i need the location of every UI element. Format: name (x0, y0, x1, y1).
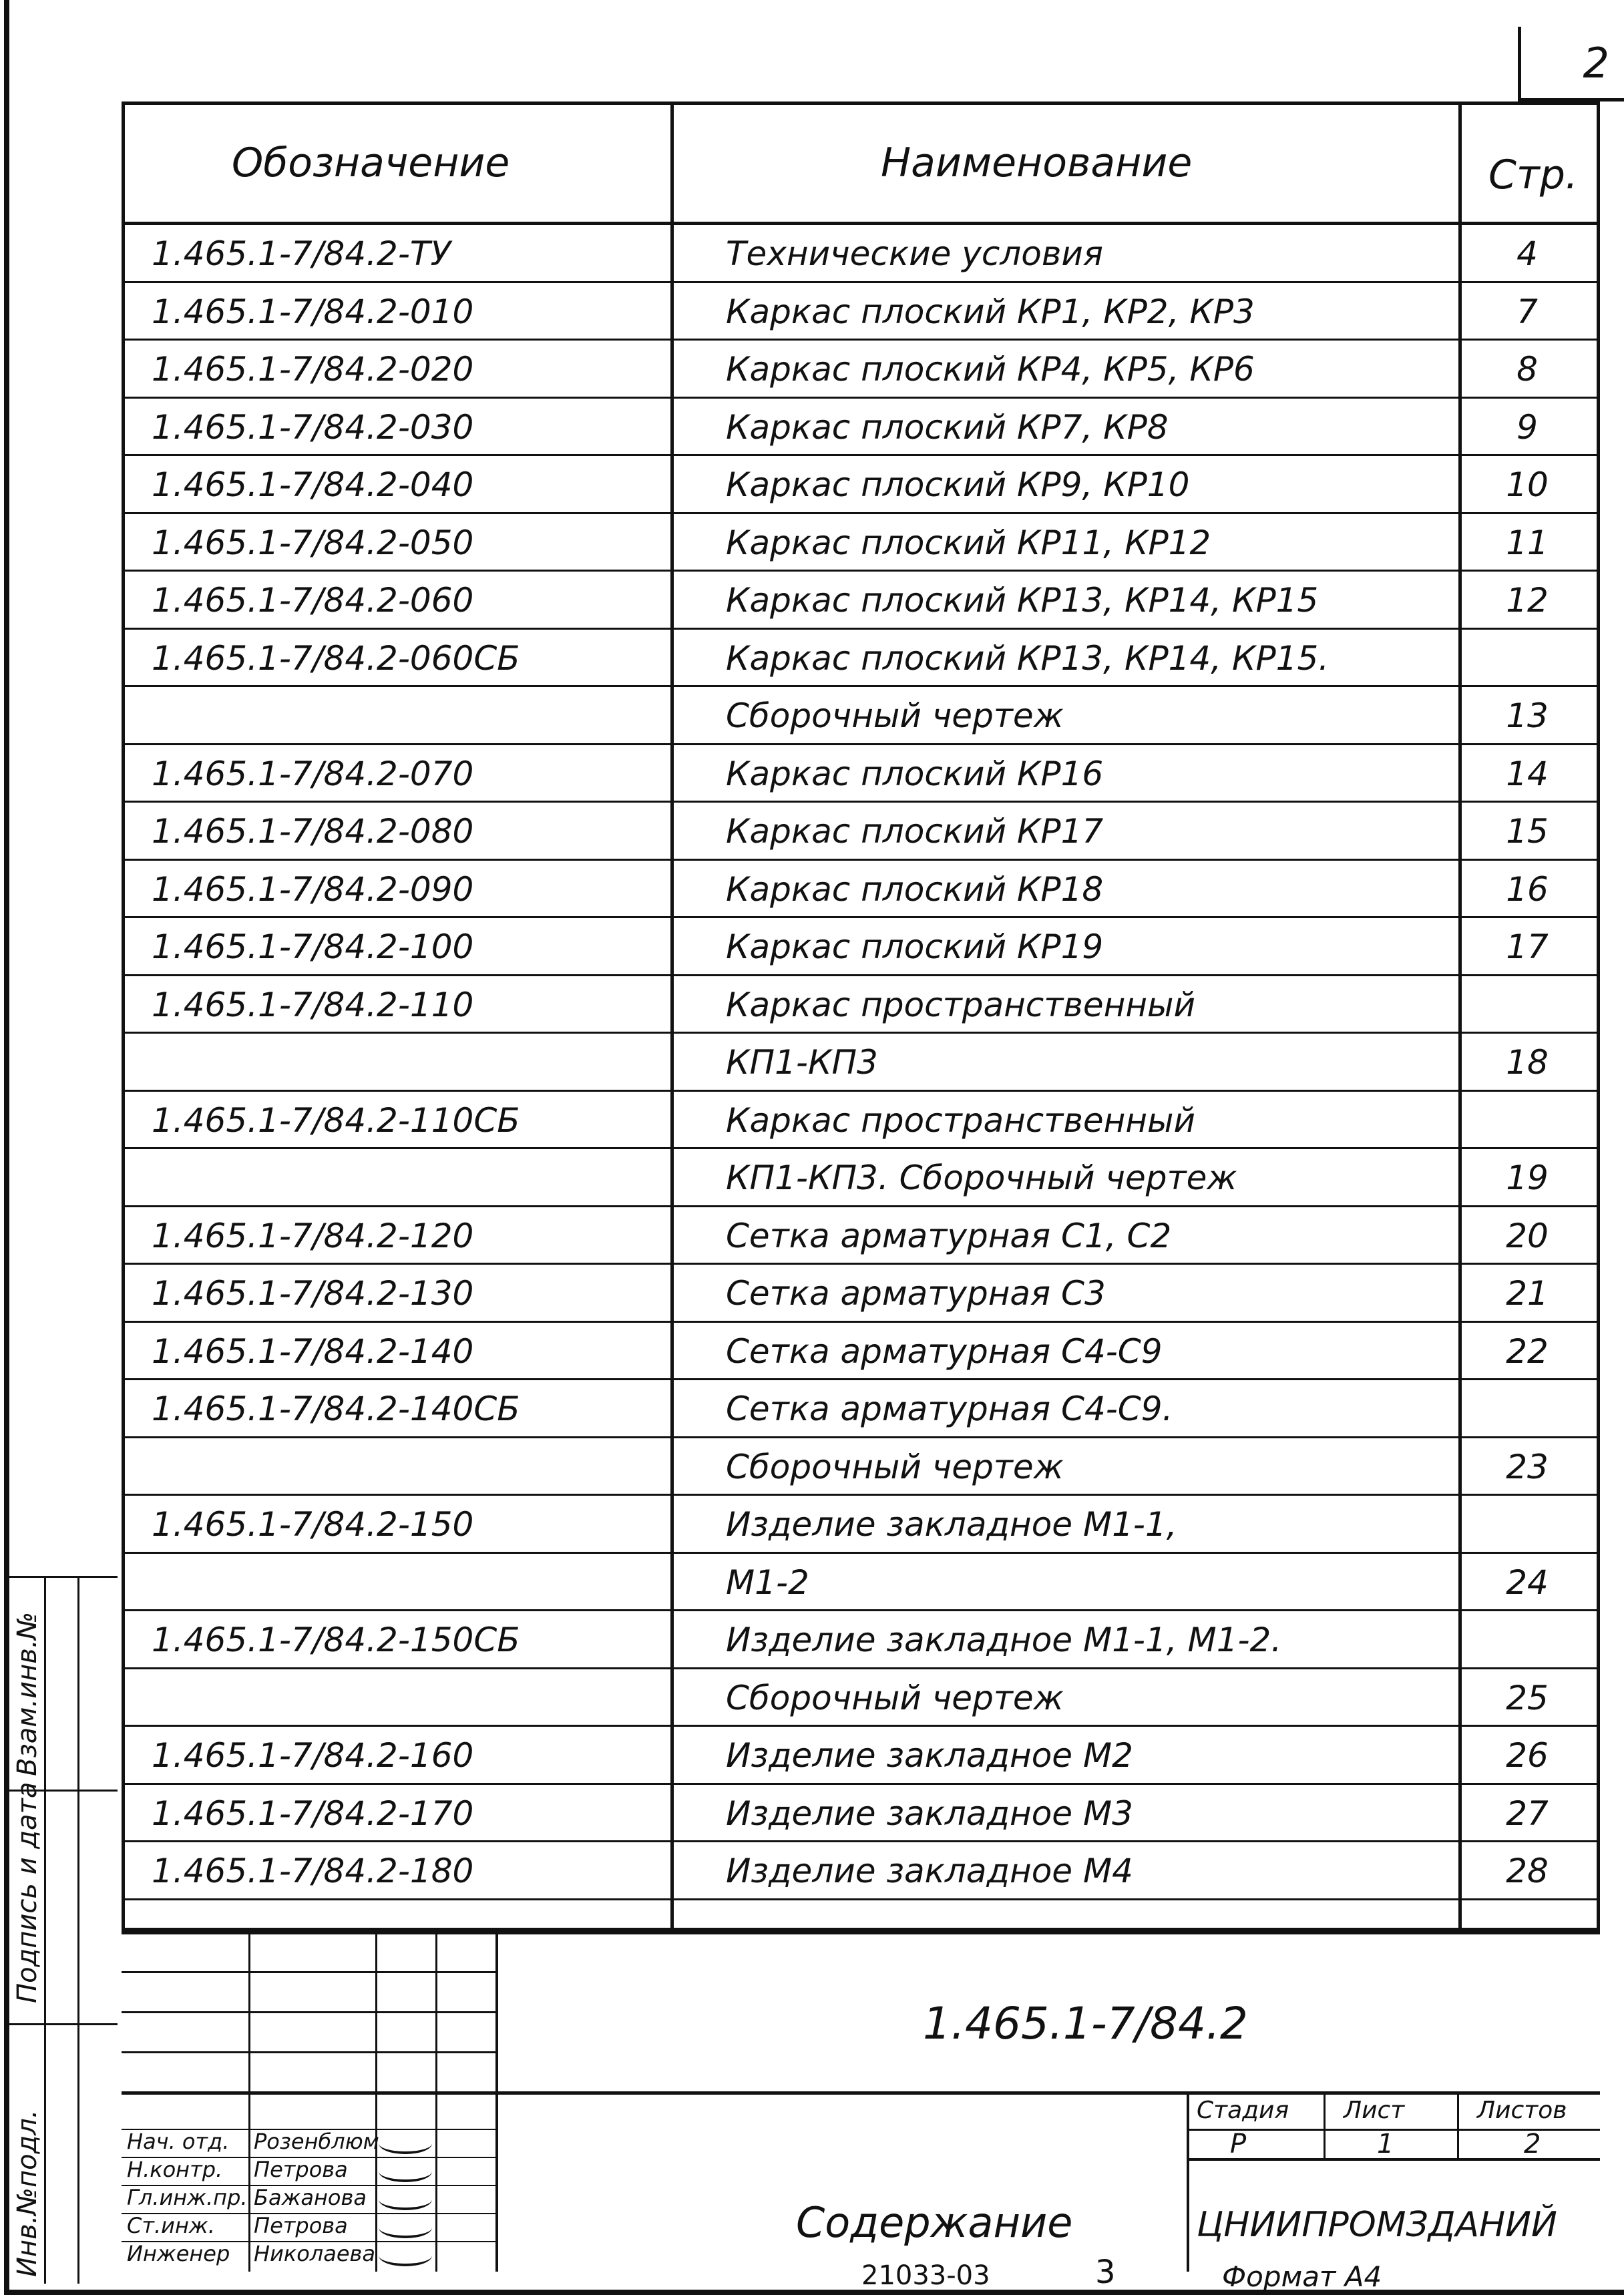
row-code (152, 1149, 666, 1207)
row-page: 12 (1506, 581, 1549, 620)
signature-role: Инженер (127, 2241, 230, 2266)
signature-name: Бажанова (254, 2185, 367, 2210)
row-name: Каркас плоский КР17 (726, 812, 1104, 851)
row-code (152, 1034, 666, 1092)
signature-name: Розенблюм (254, 2129, 379, 2154)
stage-value: Р (1230, 2129, 1247, 2159)
row-page: 7 (1516, 292, 1538, 331)
footer-format: Формат А4 (1222, 2260, 1382, 2293)
row-page: 18 (1506, 1043, 1549, 1082)
footer-number: 3 (1095, 2254, 1116, 2291)
table-row (125, 225, 1597, 283)
row-page (1474, 976, 1581, 1034)
row-name: Каркас пространственный (726, 985, 1196, 1024)
row-page: 4 (1516, 234, 1538, 273)
table-row (125, 572, 1597, 630)
table-row (125, 687, 1597, 745)
row-name: КП1-КП3. Сборочный чертеж (726, 1159, 1237, 1197)
row-page: 11 (1506, 523, 1549, 562)
row-page (1474, 630, 1581, 688)
row-name: Каркас плоский КР7, КР8 (726, 407, 1169, 447)
signature-name: Николаева (254, 2241, 375, 2266)
inventory-number-label: Инв.№подл. (12, 2109, 43, 2277)
row-name: Сборочный чертеж (726, 1678, 1064, 1717)
table-row (125, 803, 1597, 861)
row-name: Технические условия (726, 234, 1103, 273)
signature-mark (379, 2245, 432, 2266)
row-code: 1.465.1-7/84.2-130 (152, 1274, 474, 1313)
row-code: 1.465.1-7/84.2-100 (152, 927, 474, 966)
row-page: 20 (1506, 1216, 1549, 1255)
row-page: 27 (1506, 1794, 1549, 1833)
row-code: 1.465.1-7/84.2-110 (152, 985, 474, 1024)
row-code: 1.465.1-7/84.2-120 (152, 1216, 474, 1255)
row-code: 1.465.1-7/84.2-090 (152, 869, 474, 909)
row-page: 17 (1506, 927, 1549, 966)
row-name: Изделие закладное М1-1, (726, 1505, 1177, 1544)
row-code: 1.465.1-7/84.2-070 (152, 754, 474, 793)
table-row (125, 1611, 1597, 1669)
row-name: Каркас плоский КР13, КР14, КР15 (726, 581, 1319, 620)
row-name: Сетка арматурная С4-С9 (726, 1331, 1163, 1371)
row-code: 1.465.1-7/84.2-150СБ (152, 1621, 520, 1659)
header-code (125, 105, 674, 225)
row-code: 1.465.1-7/84.2-ТУ (152, 234, 451, 273)
row-code: 1.465.1-7/84.2-010 (152, 292, 474, 331)
row-page: 9 (1516, 407, 1538, 447)
table-row (125, 456, 1597, 514)
row-code: 1.465.1-7/84.2-160 (152, 1736, 474, 1775)
signature-name: Петрова (254, 2213, 348, 2238)
row-name: Изделие закладное М4 (726, 1852, 1133, 1890)
table-row (125, 1380, 1597, 1438)
row-code (152, 1438, 666, 1496)
document-title: Содержание (796, 2198, 1073, 2247)
row-name: Сетка арматурная С4-С9. (726, 1390, 1173, 1428)
row-name: Каркас плоский КР4, КР5, КР6 (726, 350, 1255, 389)
table-row (125, 1554, 1597, 1612)
table-row (125, 1149, 1597, 1207)
row-code: 1.465.1-7/84.2-020 (152, 350, 474, 389)
header-name-label: Наименование (881, 140, 1193, 186)
row-code: 1.465.1-7/84.2-030 (152, 407, 474, 447)
table-row (125, 1265, 1597, 1323)
row-name: Изделие закладное М3 (726, 1794, 1133, 1833)
signature-role: Ст.инж. (127, 2213, 215, 2238)
table-row (125, 514, 1597, 572)
row-name: Изделие закладное М2 (726, 1736, 1133, 1775)
sheets-value: 2 (1524, 2129, 1541, 2159)
row-page: 22 (1506, 1331, 1549, 1371)
row-page: 21 (1506, 1274, 1549, 1313)
table-row (125, 1438, 1597, 1496)
contents-table (122, 101, 1600, 1931)
sheet-number: 2 (1583, 39, 1609, 87)
row-page: 28 (1506, 1852, 1549, 1890)
row-page: 14 (1506, 754, 1549, 793)
row-name: Каркас плоский КР18 (726, 869, 1104, 909)
row-page: 15 (1506, 812, 1549, 851)
row-page (1474, 1496, 1581, 1554)
row-page (1474, 1380, 1581, 1438)
sign-date-label: Подпись и дата (12, 1782, 43, 2003)
signature-role: Гл.инж.пр. (127, 2185, 248, 2210)
row-code: 1.465.1-7/84.2-110СБ (152, 1100, 520, 1140)
signature-role: Нач. отд. (127, 2129, 230, 2154)
table-row (125, 630, 1597, 688)
table-row (125, 341, 1597, 399)
row-page: 26 (1506, 1736, 1549, 1775)
row-name: Каркас плоский КР1, КР2, КР3 (726, 292, 1255, 331)
stage-label: Стадия (1197, 2097, 1289, 2124)
row-name: Каркас плоский КР13, КР14, КР15. (726, 638, 1330, 678)
row-code: 1.465.1-7/84.2-080 (152, 812, 474, 851)
sheet-value: 1 (1377, 2129, 1394, 2159)
row-name: Изделие закладное М1-1, М1-2. (726, 1621, 1282, 1659)
organization-name: ЦНИИПРОМЗДАНИЙ (1197, 2205, 1557, 2245)
signature-mark (379, 2161, 432, 2182)
row-name: М1-2 (726, 1562, 809, 1602)
replacement-inventory-label: Взам.инв.№ (12, 1611, 43, 1776)
row-page: 10 (1506, 465, 1549, 504)
row-code (152, 1554, 666, 1612)
table-row (125, 1323, 1597, 1381)
title-block (122, 1931, 1600, 2278)
header-page-label: Стр. (1488, 152, 1579, 198)
approval-side-strip (4, 1576, 118, 2284)
row-code (152, 1669, 666, 1727)
row-name: Каркас плоский КР19 (726, 927, 1104, 966)
header-name (674, 105, 1462, 225)
table-row (125, 1034, 1597, 1092)
row-page: 25 (1506, 1678, 1549, 1717)
table-row (125, 861, 1597, 919)
sheet-label: Лист (1344, 2097, 1405, 2124)
header-code-label: Обозначение (232, 140, 510, 186)
row-name: Каркас плоский КР16 (726, 754, 1104, 793)
row-code: 1.465.1-7/84.2-150 (152, 1505, 474, 1544)
table-row (125, 745, 1597, 803)
row-code: 1.465.1-7/84.2-050 (152, 523, 474, 562)
table-row (125, 1842, 1597, 1900)
row-code: 1.465.1-7/84.2-140СБ (152, 1390, 520, 1428)
row-page: 13 (1506, 696, 1549, 735)
row-page: 24 (1506, 1562, 1549, 1602)
signature-mark (379, 2217, 432, 2238)
row-name: Сетка арматурная С3 (726, 1274, 1106, 1313)
row-name: Сборочный чертеж (726, 696, 1064, 735)
table-row (125, 1785, 1597, 1843)
row-name: Сборочный чертеж (726, 1447, 1064, 1486)
row-name: Каркас плоский КР11, КР12 (726, 523, 1211, 562)
row-name: Каркас пространственный (726, 1100, 1196, 1140)
document-designation: 1.465.1-7/84.2 (923, 1998, 1248, 2049)
row-name: Сетка арматурная С1, С2 (726, 1216, 1172, 1255)
signature-mark (379, 2189, 432, 2210)
row-page (1474, 1092, 1581, 1150)
table-row (125, 1092, 1597, 1150)
table-row (125, 283, 1597, 341)
row-name: Каркас плоский КР9, КР10 (726, 465, 1190, 504)
footer-code: 21033-03 (861, 2260, 990, 2291)
table-row (125, 976, 1597, 1034)
table-row (125, 1207, 1597, 1265)
table-row (125, 1669, 1597, 1727)
row-code: 1.465.1-7/84.2-040 (152, 465, 474, 504)
row-code (152, 687, 666, 745)
signature-mark (379, 2133, 432, 2154)
header-page (1462, 105, 1600, 225)
table-row (125, 1727, 1597, 1785)
row-page: 8 (1516, 350, 1538, 389)
row-code: 1.465.1-7/84.2-180 (152, 1852, 474, 1890)
row-code: 1.465.1-7/84.2-170 (152, 1794, 474, 1833)
sheets-label: Листов (1477, 2097, 1567, 2124)
signature-role: Н.контр. (127, 2157, 223, 2182)
row-page: 23 (1506, 1447, 1549, 1486)
row-name: КП1-КП3 (726, 1043, 878, 1082)
signature-name: Петрова (254, 2157, 348, 2182)
row-page: 16 (1506, 869, 1549, 909)
row-code: 1.465.1-7/84.2-060СБ (152, 638, 520, 678)
sheet-number-box (1518, 27, 1624, 101)
table-row (125, 399, 1597, 457)
row-page: 19 (1506, 1159, 1549, 1197)
table-row (125, 1496, 1597, 1554)
row-code: 1.465.1-7/84.2-140 (152, 1331, 474, 1371)
row-page (1474, 1611, 1581, 1669)
table-row (125, 918, 1597, 976)
row-code: 1.465.1-7/84.2-060 (152, 581, 474, 620)
